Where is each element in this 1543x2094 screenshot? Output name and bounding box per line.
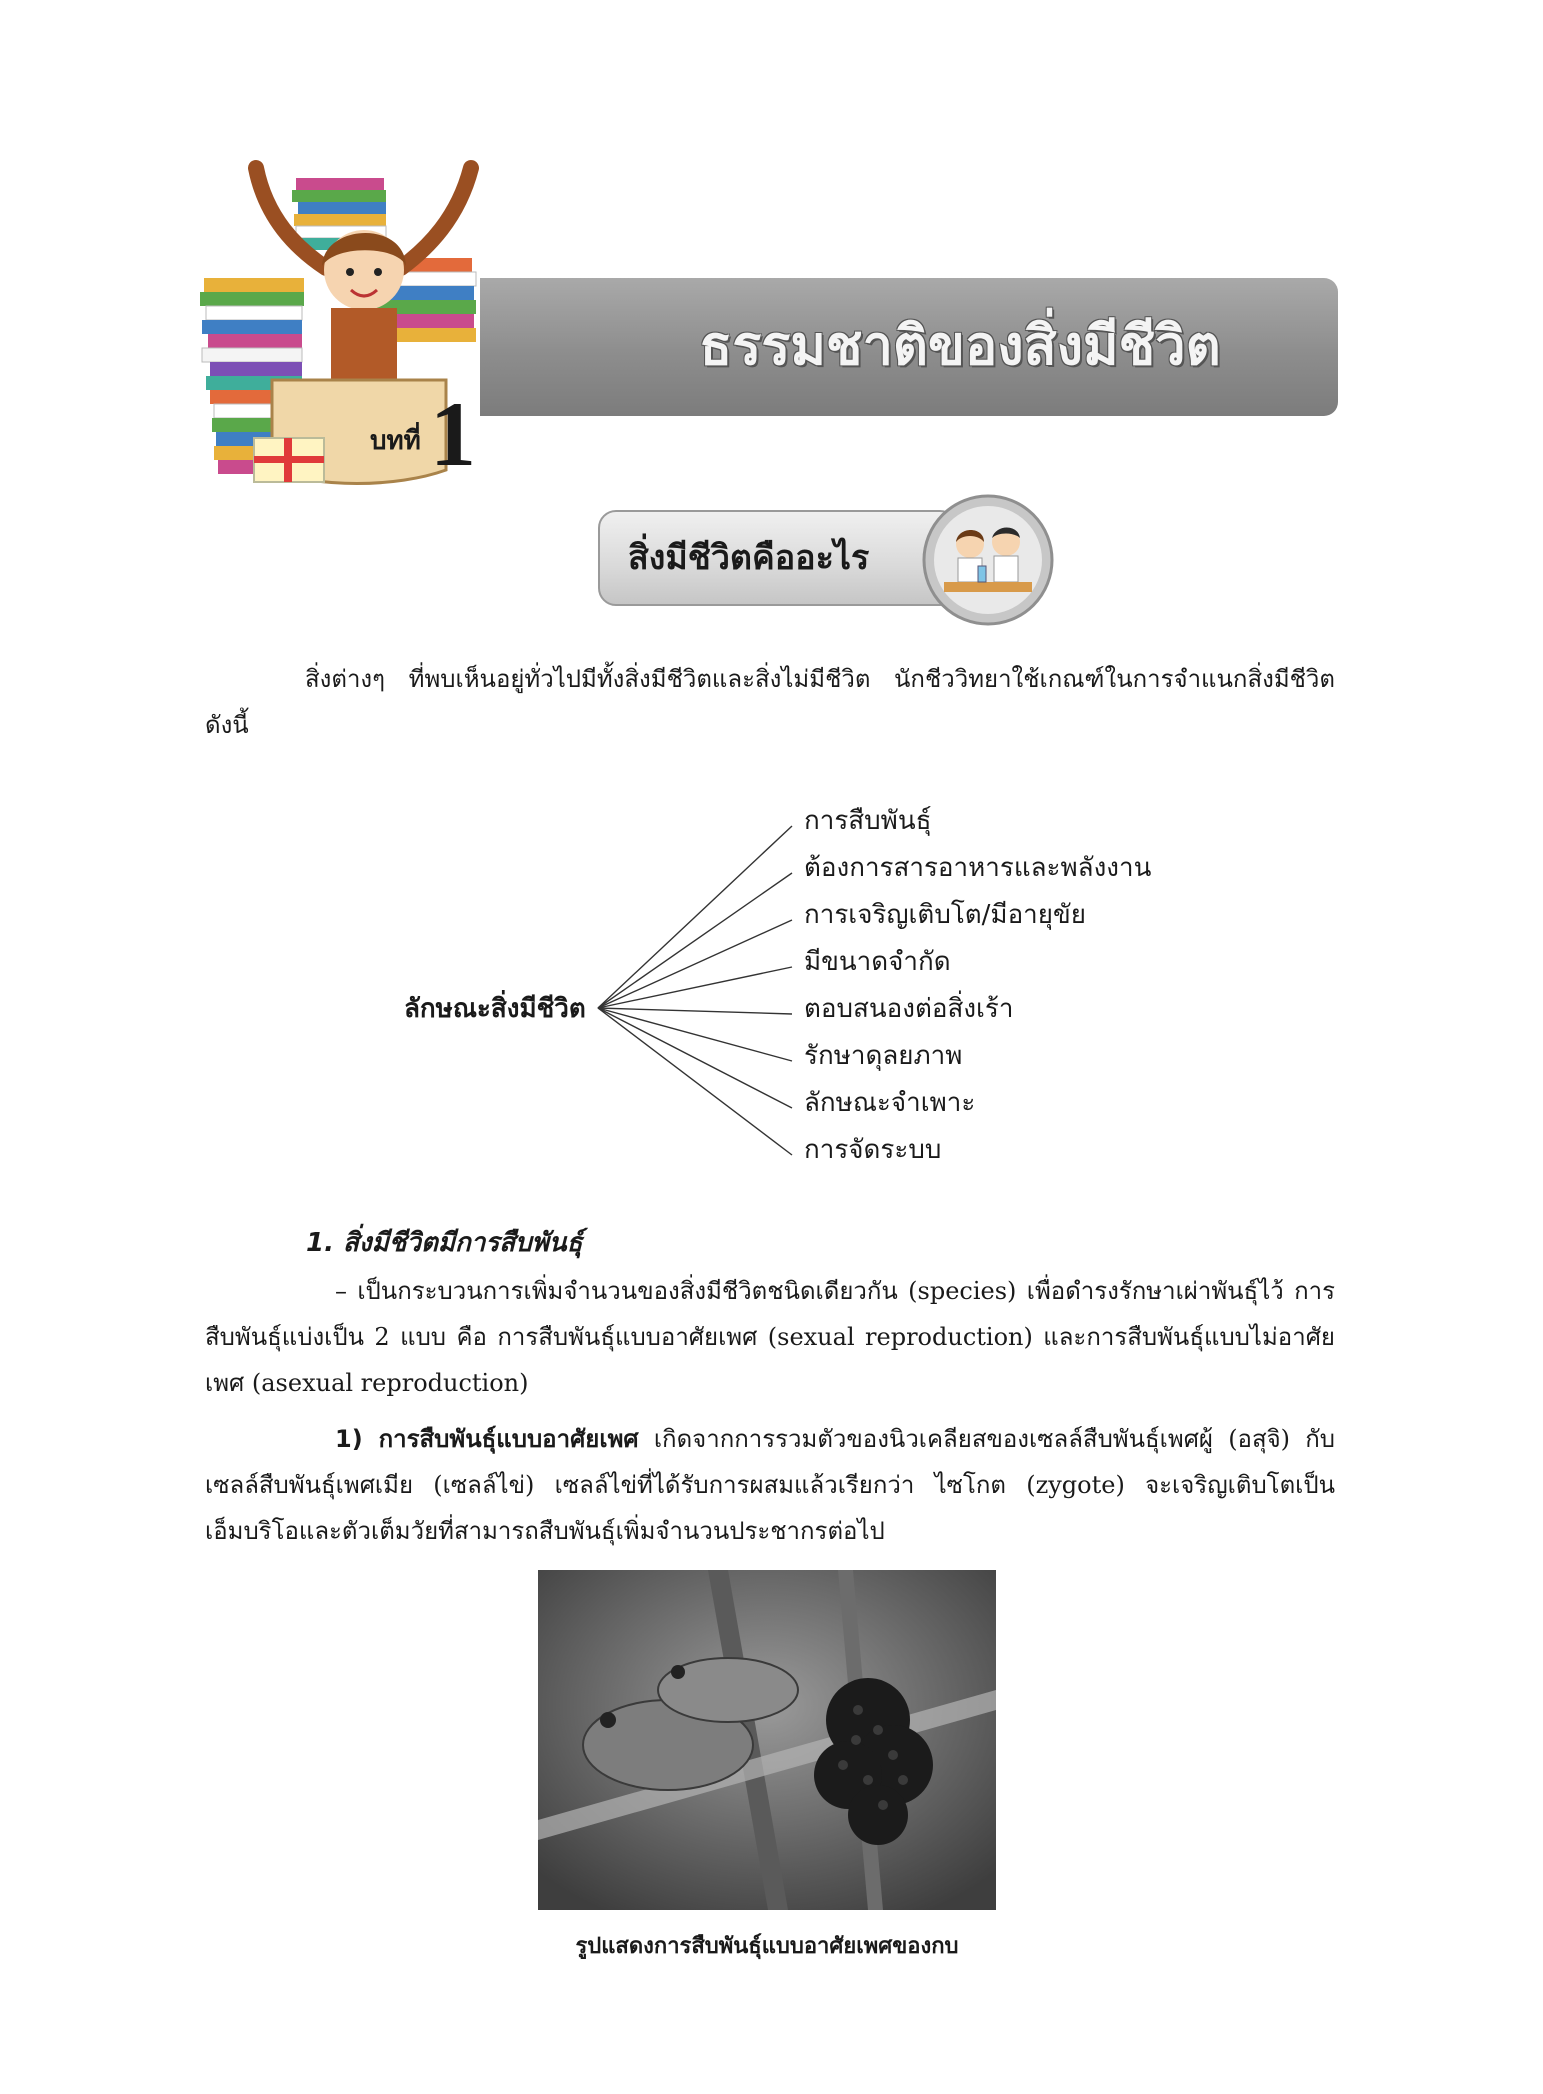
diagram-item: การจัดระบบ	[804, 1135, 942, 1165]
diagram-connector-line	[598, 826, 792, 1008]
sexual-reproduction-lead: 1) การสืบพันธุ์แบบอาศัยเพศ	[335, 1425, 639, 1453]
diagram-item: ตอบสนองต่อสิ่งเร้า	[804, 994, 1014, 1024]
diagram-connector-line	[598, 1008, 792, 1061]
chapter-title: ธรรมชาติของสิ่งมีชีวิต	[699, 314, 1221, 377]
kids-lab-illustration	[920, 492, 1056, 628]
section-1-paragraph: – เป็นกระบวนการเพิ่มจำนวนของสิ่งมีชีวิตชนิดเดียวกัน (species) เพื่อดำรงรักษาเผ่าพันธุ์ไว้ การสืบพันธุ์แบ่งเป็น 2 แบบ คือ การสืบพันธุ์แบบอาศัยเพศ (sexual reproduction) และการสืบพันธุ์แบบไม่อาศัยเพศ (asexual reproduction)	[205, 1277, 1335, 1397]
frog-reproduction-photo	[538, 1570, 996, 1910]
diagram-connector-line	[598, 1008, 792, 1014]
section-1-heading: 1. สิ่งมีชีวิตมีการสืบพันธุ์	[306, 1228, 583, 1258]
diagram-connector-line	[598, 873, 792, 1008]
diagram-item: มีขนาดจำกัด	[804, 947, 951, 977]
diagram-connector-line	[598, 920, 792, 1008]
chapter-label: บทที่	[370, 426, 421, 456]
diagram-item: ต้องการสารอาหารและพลังงาน	[804, 853, 1152, 883]
diagram-connector-line	[598, 1008, 792, 1155]
section-title: สิ่งมีชีวิตคืออะไร	[628, 538, 870, 578]
sexual-reproduction-text: เกิดจากการรวมตัวของนิวเคลียสของเซลล์สืบพันธุ์เพศผู้ (อสุจิ) กับเซลล์สืบพันธุ์เพศเมีย (เซลล์ไข่) เซลล์ไข่ที่ได้รับการผสมแล้วเรียกว่า ไซโกต (zygote) จะเจริญเติบโตเป็นเอ็มบริโอและตัวเต็มวัยที่สามารถสืบพันธุ์เพิ่มจำนวนประชากรต่อไป	[205, 1425, 1336, 1545]
gift-box	[254, 438, 324, 482]
diagram-connector-line	[598, 1008, 792, 1108]
sexual-reproduction-paragraph	[205, 1416, 1335, 1554]
diagram-item: การสืบพันธุ์	[804, 806, 932, 836]
diagram-item: การเจริญเติบโต/มีอายุขัย	[804, 900, 1087, 930]
diagram-item: รักษาดุลยภาพ	[804, 1041, 963, 1071]
intro-paragraph: สิ่งต่างๆ ที่พบเห็นอยู่ทั่วไปมีทั้งสิ่งมีชีวิตและสิ่งไม่มีชีวิต นักชีววิทยาใช้เกณฑ์ในการจำแนกสิ่งมีชีวิตดังนี้	[205, 665, 1335, 739]
chapter-number: 1	[430, 383, 476, 485]
photo-caption: รูปแสดงการสืบพันธุ์แบบอาศัยเพศของกบ	[575, 1934, 959, 1959]
diagram-item: ลักษณะจำเพาะ	[804, 1088, 976, 1118]
books-girl-illustration	[196, 158, 536, 498]
diagram-root-label: ลักษณะสิ่งมีชีวิต	[404, 994, 586, 1024]
diagram-connector-line	[598, 967, 792, 1008]
